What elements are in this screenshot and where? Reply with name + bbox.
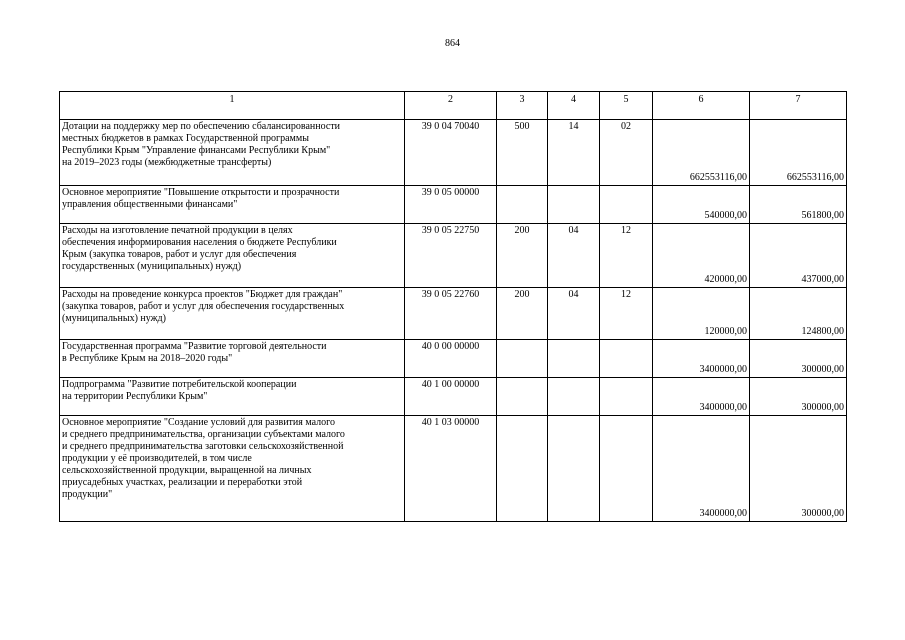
header-col-7: 7 bbox=[750, 92, 847, 120]
row-col5: 12 bbox=[600, 224, 653, 288]
row-value-7: 124800,00 bbox=[750, 288, 847, 340]
row-value-7: 437000,00 bbox=[750, 224, 847, 288]
header-col-4: 4 bbox=[548, 92, 600, 120]
row-name: Подпрограмма "Развитие потребительской кооперации на территории Республики Крым" bbox=[60, 378, 405, 416]
row-col3: 500 bbox=[497, 120, 548, 186]
row-col5: 02 bbox=[600, 120, 653, 186]
table-row bbox=[60, 186, 847, 224]
header-col-6: 6 bbox=[653, 92, 750, 120]
row-value-6: 3400000,00 bbox=[653, 340, 750, 378]
row-col4: 14 bbox=[548, 120, 600, 186]
header-col-2: 2 bbox=[405, 92, 497, 120]
table-row bbox=[60, 120, 847, 186]
row-col5 bbox=[600, 340, 653, 378]
header-col-5: 5 bbox=[600, 92, 653, 120]
row-value-6: 662553116,00 bbox=[653, 120, 750, 186]
table-row bbox=[60, 378, 847, 416]
table-row bbox=[60, 224, 847, 288]
row-value-6: 540000,00 bbox=[653, 186, 750, 224]
row-col3 bbox=[497, 378, 548, 416]
row-name: Расходы на изготовление печатной продукции в целях обеспечения информирования населения о бюджете Республики Крым (закупка товаров, работ и услуг для обеспечения государственных (муниципальных) нужд) bbox=[60, 224, 405, 288]
row-code: 39 0 05 00000 bbox=[405, 186, 497, 224]
row-name: Дотации на поддержку мер по обеспечению сбалансированности местных бюджетов в рамках Государственной программы Республики Крым "Управление финансами Республики Крым" на 2019–2023 годы (межбюджетные трансферты) bbox=[60, 120, 405, 186]
row-code: 40 1 03 00000 bbox=[405, 416, 497, 522]
row-value-7: 300000,00 bbox=[750, 378, 847, 416]
row-col5: 12 bbox=[600, 288, 653, 340]
row-value-6: 3400000,00 bbox=[653, 416, 750, 522]
row-value-6: 420000,00 bbox=[653, 224, 750, 288]
row-col3: 200 bbox=[497, 288, 548, 340]
header-col-1: 1 bbox=[60, 92, 405, 120]
row-col4 bbox=[548, 378, 600, 416]
row-col3 bbox=[497, 186, 548, 224]
row-value-7: 300000,00 bbox=[750, 340, 847, 378]
table-row bbox=[60, 288, 847, 340]
row-col5 bbox=[600, 416, 653, 522]
row-value-6: 3400000,00 bbox=[653, 378, 750, 416]
table-header-row bbox=[60, 92, 847, 120]
row-col3 bbox=[497, 416, 548, 522]
row-value-6: 120000,00 bbox=[653, 288, 750, 340]
row-name: Расходы на проведение конкурса проектов "Бюджет для граждан" (закупка товаров, работ и услуг для обеспечения государственных (муниципальных) нужд) bbox=[60, 288, 405, 340]
row-code: 39 0 04 70040 bbox=[405, 120, 497, 186]
row-col4: 04 bbox=[548, 288, 600, 340]
row-col4 bbox=[548, 416, 600, 522]
row-col5 bbox=[600, 378, 653, 416]
row-col3 bbox=[497, 340, 548, 378]
row-value-7: 662553116,00 bbox=[750, 120, 847, 186]
header-col-3: 3 bbox=[497, 92, 548, 120]
row-col4: 04 bbox=[548, 224, 600, 288]
row-value-7: 561800,00 bbox=[750, 186, 847, 224]
row-code: 39 0 05 22750 bbox=[405, 224, 497, 288]
row-col5 bbox=[600, 186, 653, 224]
row-name: Государственная программа "Развитие торговой деятельности в Республике Крым на 2018–2020 годы" bbox=[60, 340, 405, 378]
row-name: Основное мероприятие "Повышение открытости и прозрачности управления общественными финансами" bbox=[60, 186, 405, 224]
row-name: Основное мероприятие "Создание условий для развития малого и среднего предпринимательства, организации субъектами малого и среднего предпринимательства заготовки сельскохозяйственной продукции у её производителей, в том числе сельскохозяйственной продукции, выращенной на личных приусадебных участках, реализации и переработки этой продукции" bbox=[60, 416, 405, 522]
row-col3: 200 bbox=[497, 224, 548, 288]
budget-table bbox=[59, 91, 847, 522]
row-value-7: 300000,00 bbox=[750, 416, 847, 522]
table-row bbox=[60, 340, 847, 378]
row-code: 40 0 00 00000 bbox=[405, 340, 497, 378]
table-row bbox=[60, 416, 847, 522]
row-code: 39 0 05 22760 bbox=[405, 288, 497, 340]
row-col4 bbox=[548, 340, 600, 378]
row-col4 bbox=[548, 186, 600, 224]
row-code: 40 1 00 00000 bbox=[405, 378, 497, 416]
page-number: 864 bbox=[445, 38, 460, 49]
